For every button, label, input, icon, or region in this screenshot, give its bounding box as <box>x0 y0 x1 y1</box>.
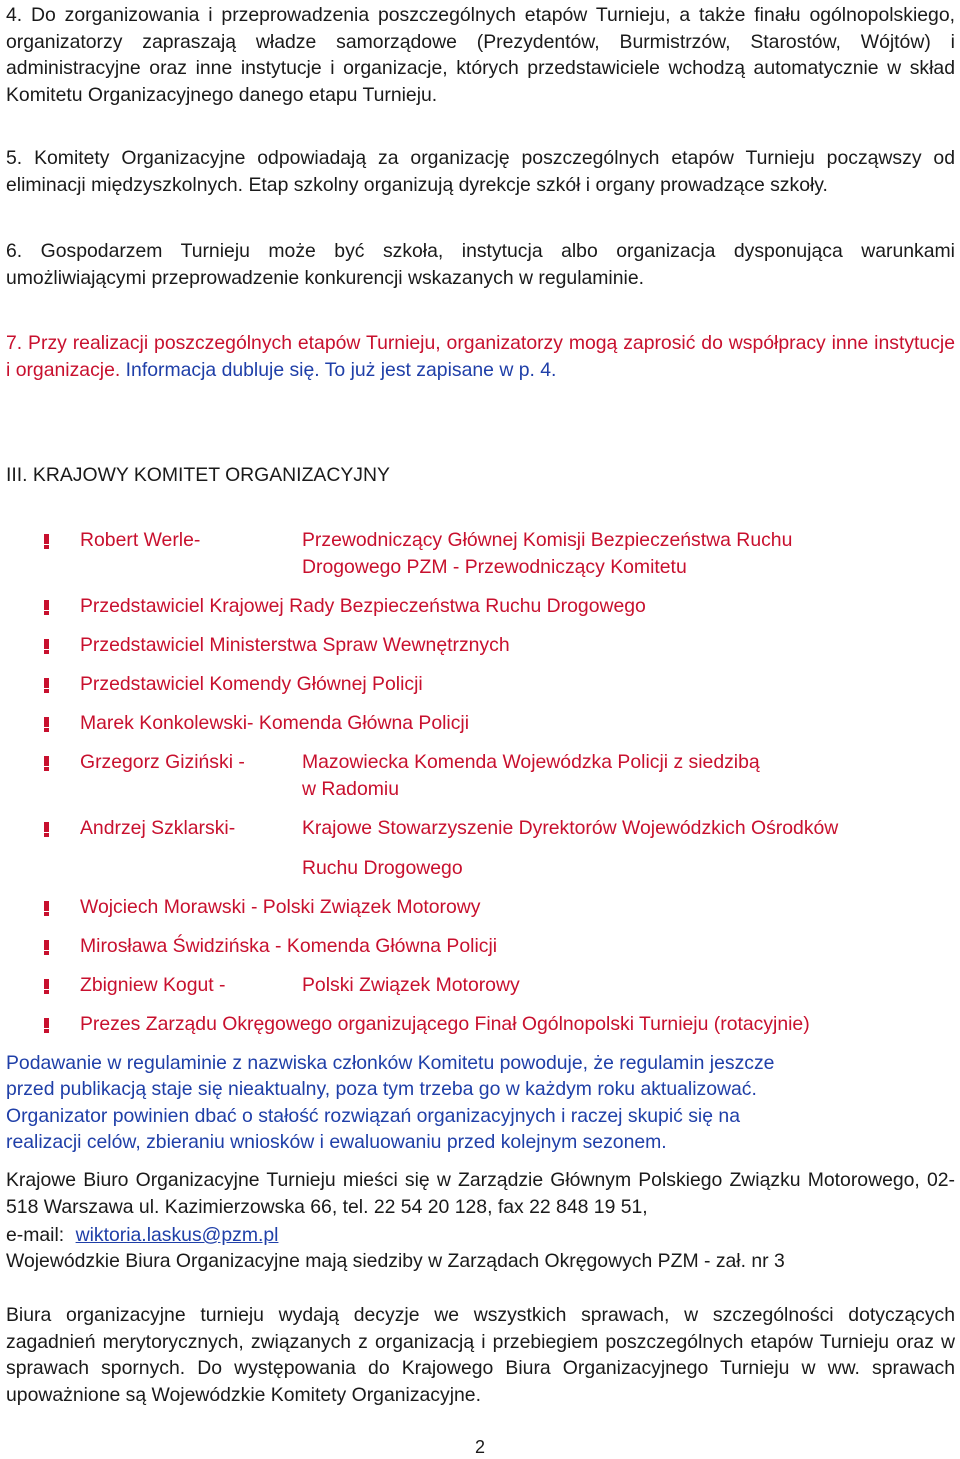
section-heading: III. KRAJOWY KOMITET ORGANIZACYJNY <box>6 464 390 486</box>
member-name: Prezes Zarządu Okręgowego organizującego Finał Ogólnopolski Turnieju (rotacyjnie) <box>80 1013 810 1035</box>
member-name: Wojciech Morawski - Polski Związek Motorowy <box>80 896 481 918</box>
member-name: Przedstawiciel Krajowej Rady Bezpieczeństwa Ruchu Drogowego <box>80 595 646 617</box>
paragraph-6: 6. Gospodarzem Turnieju może być szkoła, instytucja albo organizacja dysponująca warunkami umożliwiającymi przeprowadzenie konkurencji wskazanych w regulaminie. <box>6 240 955 289</box>
email-label: e-mail: <box>6 1224 65 1246</box>
regional-offices: Wojewódzkie Biura Organizacyjne mają siedziby w Zarządach Okręgowych PZM - zał. nr 3 <box>6 1250 785 1272</box>
member-role: Polski Związek Motorowy <box>302 974 520 996</box>
editorial-note <box>6 1050 774 1155</box>
list-item <box>0 815 960 879</box>
editorial-note-line: Podawanie w regulaminie z nazwiska członków Komitetu powoduje, że regulamin jeszcze <box>6 1052 775 1074</box>
office-address: Krajowe Biuro Organizacyjne Turnieju mieści się w Zarządzie Głównym Polskiego Związku Motorowego, 02-518 Warszawa ul. Kazimierzowska 66, tel. 22 54 20 128, fax 22 848 19 51, <box>6 1169 955 1218</box>
exclamation-bullet-icon <box>42 600 51 615</box>
exclamation-bullet-icon <box>42 1018 51 1033</box>
exclamation-bullet-icon <box>42 639 51 654</box>
exclamation-bullet-icon <box>42 940 51 955</box>
page-number: 2 <box>474 1437 485 1457</box>
paragraph-5: 5. Komitety Organizacyjne odpowiadają za organizację poszczególnych etapów Turnieju począwszy od eliminacji międzyszkolnych. Etap szkolny organizują dyrekcje szkół i organy prowadzące szkoły. <box>6 147 955 196</box>
email-line <box>6 1222 278 1248</box>
member-role-continued: Drogowego PZM - Przewodniczący Komitetu <box>302 556 687 578</box>
member-name: Marek Konkolewski- Komenda Główna Policji <box>80 712 470 734</box>
member-name: Przedstawiciel Komendy Głównej Policji <box>80 673 423 695</box>
list-item <box>0 1011 960 1041</box>
list-item <box>0 894 960 924</box>
member-name: Zbigniew Kogut - <box>80 974 226 996</box>
paragraph-4: 4. Do zorganizowania i przeprowadzenia poszczególnych etapów Turnieju, a także finału ogólnopolskiego, organizatorzy zapraszają władze samorządowe (Prezydentów, Burmistrzów, Starostów, Wójtów) i administracyjne oraz inne instytucje i organizacje, których przedstawiciele wchodzą automatycznie w skład Komitetu Organizacyjnego danego etapu Turnieju. <box>6 4 955 106</box>
duplicate-note: Informacja dubluje się. To już jest zapisane w p. 4. <box>125 358 557 381</box>
list-item <box>0 632 960 662</box>
member-role-continued: Ruchu Drogowego <box>302 857 463 879</box>
list-item <box>0 593 960 623</box>
member-role: Krajowe Stowarzyszenie Dyrektorów Wojewódzkich Ośrodków <box>302 817 839 839</box>
exclamation-bullet-icon <box>42 822 51 837</box>
exclamation-bullet-icon <box>42 717 51 732</box>
exclamation-bullet-icon <box>42 979 51 994</box>
member-name: Robert Werle- <box>80 529 201 551</box>
exclamation-bullet-icon <box>42 756 51 771</box>
member-role: Przewodniczący Głównej Komisji Bezpieczeństwa Ruchu <box>302 529 793 551</box>
editorial-note-line: przed publikacją staje się nieaktualny, poza tym trzeba go w każdym roku aktualizować. <box>6 1078 757 1101</box>
member-name: Grzegorz Giziński - <box>80 751 245 773</box>
list-item <box>0 749 960 800</box>
editorial-note-line: Organizator powinien dbać o stałość rozwiązań organizacyjnych i raczej skupić się na <box>6 1104 740 1127</box>
paragraph-7-text: 7. Przy realizacji poszczególnych etapów Turnieju, organizatorzy mogą zaprosić do współpracy inne instytucje i organizacje. <box>6 332 955 381</box>
final-paragraph: Biura organizacyjne turnieju wydają decyzje we wszystkich sprawach, w szczególności dotyczących zagadnień merytorycznych, związanych z organizacją i przebiegiem poszczególnych etapów Turnieju oraz w sprawach spornych. Do występowania do Krajowego Biura Organizacyjnego Turnieju w ww. sprawach upoważnione są Wojewódzkie Komitety Organizacyjne. <box>6 1304 955 1406</box>
list-item <box>0 710 960 740</box>
exclamation-bullet-icon <box>42 678 51 693</box>
exclamation-bullet-icon <box>42 901 51 916</box>
member-name: Mirosława Świdzińska - Komenda Główna Policji <box>80 935 498 957</box>
editorial-note-line: realizacji celów, zbieraniu wniosków i ewaluowaniu przed kolejnym sezonem. <box>6 1130 667 1153</box>
member-role: Mazowiecka Komenda Wojewódzka Policji z siedzibą <box>302 751 760 773</box>
member-name: Przedstawiciel Ministerstwa Spraw Wewnętrznych <box>80 634 510 656</box>
list-item <box>0 671 960 701</box>
list-item <box>0 933 960 963</box>
list-item <box>0 527 960 578</box>
email-link[interactable]: wiktoria.laskus@pzm.pl <box>75 1224 279 1246</box>
list-item <box>0 972 960 1002</box>
paragraph-7 <box>6 330 955 383</box>
member-name: Andrzej Szklarski- <box>80 817 236 839</box>
member-role-continued: w Radomiu <box>302 778 399 800</box>
exclamation-bullet-icon <box>42 534 51 549</box>
